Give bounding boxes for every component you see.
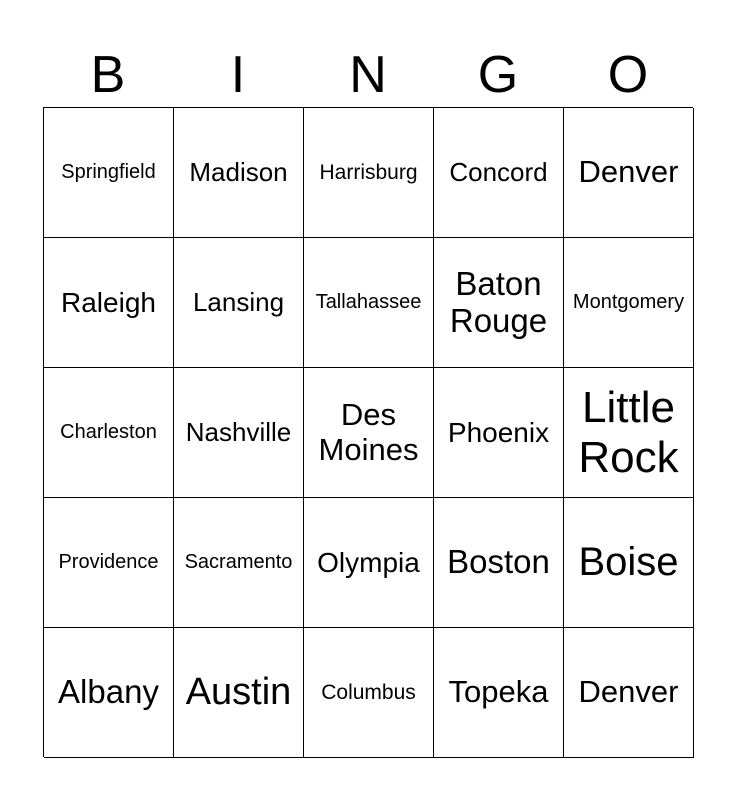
cell-label: Austin: [185, 671, 292, 714]
cell-label: Madison: [189, 156, 288, 187]
header-letter-i: I: [230, 46, 246, 104]
bingo-cell[interactable]: [434, 498, 564, 628]
bingo-cell[interactable]: [434, 368, 564, 498]
cell-label: Boise: [578, 540, 679, 585]
bingo-cell[interactable]: [304, 628, 434, 758]
cell-label: Little Rock: [578, 383, 679, 482]
bingo-cell[interactable]: [434, 628, 564, 758]
cell-label: Raleigh: [61, 286, 156, 318]
bingo-cell[interactable]: [304, 238, 434, 368]
bingo-cell[interactable]: [304, 108, 434, 238]
cell-label: Charleston: [60, 421, 157, 444]
cell-label: Sacramento: [184, 551, 293, 574]
header-letter-b: B: [90, 46, 126, 104]
bingo-cell[interactable]: [44, 498, 174, 628]
cell-label: Springfield: [61, 161, 156, 184]
bingo-cell[interactable]: [174, 498, 304, 628]
bingo-cell[interactable]: [564, 498, 694, 628]
bingo-cell[interactable]: [564, 628, 694, 758]
bingo-cell[interactable]: [174, 108, 304, 238]
cell-label: Concord: [449, 156, 548, 187]
header-letter-o: O: [607, 46, 649, 104]
cell-label: Denver: [578, 674, 679, 710]
bingo-cell[interactable]: [434, 108, 564, 238]
cell-label: Harrisburg: [319, 160, 418, 184]
bingo-cell[interactable]: [174, 238, 304, 368]
bingo-header: [43, 42, 693, 108]
cell-label: Des Moines: [318, 396, 419, 467]
bingo-cell[interactable]: [44, 368, 174, 498]
bingo-cell[interactable]: [304, 498, 434, 628]
bingo-cell[interactable]: [564, 238, 694, 368]
bingo-cell[interactable]: [44, 628, 174, 758]
bingo-board: [43, 107, 693, 757]
cell-label: Columbus: [321, 680, 416, 704]
cell-label: Boston: [447, 543, 550, 581]
bingo-cell[interactable]: [564, 368, 694, 498]
bingo-cell[interactable]: [304, 368, 434, 498]
bingo-cell[interactable]: [434, 238, 564, 368]
bingo-cell[interactable]: [174, 628, 304, 758]
cell-label: Albany: [58, 673, 159, 711]
cell-label: Phoenix: [447, 416, 550, 448]
header-letter-g: G: [477, 46, 519, 104]
cell-label: Olympia: [317, 546, 420, 578]
bingo-cell[interactable]: [564, 108, 694, 238]
cell-label: Tallahassee: [315, 291, 422, 314]
cell-label: Lansing: [192, 286, 285, 317]
cell-label: Topeka: [448, 674, 549, 710]
cell-label: Montgomery: [572, 291, 685, 314]
bingo-cell[interactable]: [44, 108, 174, 238]
cell-label: Baton Rouge: [449, 264, 548, 339]
bingo-cell[interactable]: [174, 368, 304, 498]
bingo-cell[interactable]: [44, 238, 174, 368]
header-letter-n: N: [349, 46, 387, 104]
cell-label: Nashville: [185, 416, 292, 447]
cell-label: Denver: [578, 154, 679, 190]
cell-label: Providence: [58, 551, 159, 574]
